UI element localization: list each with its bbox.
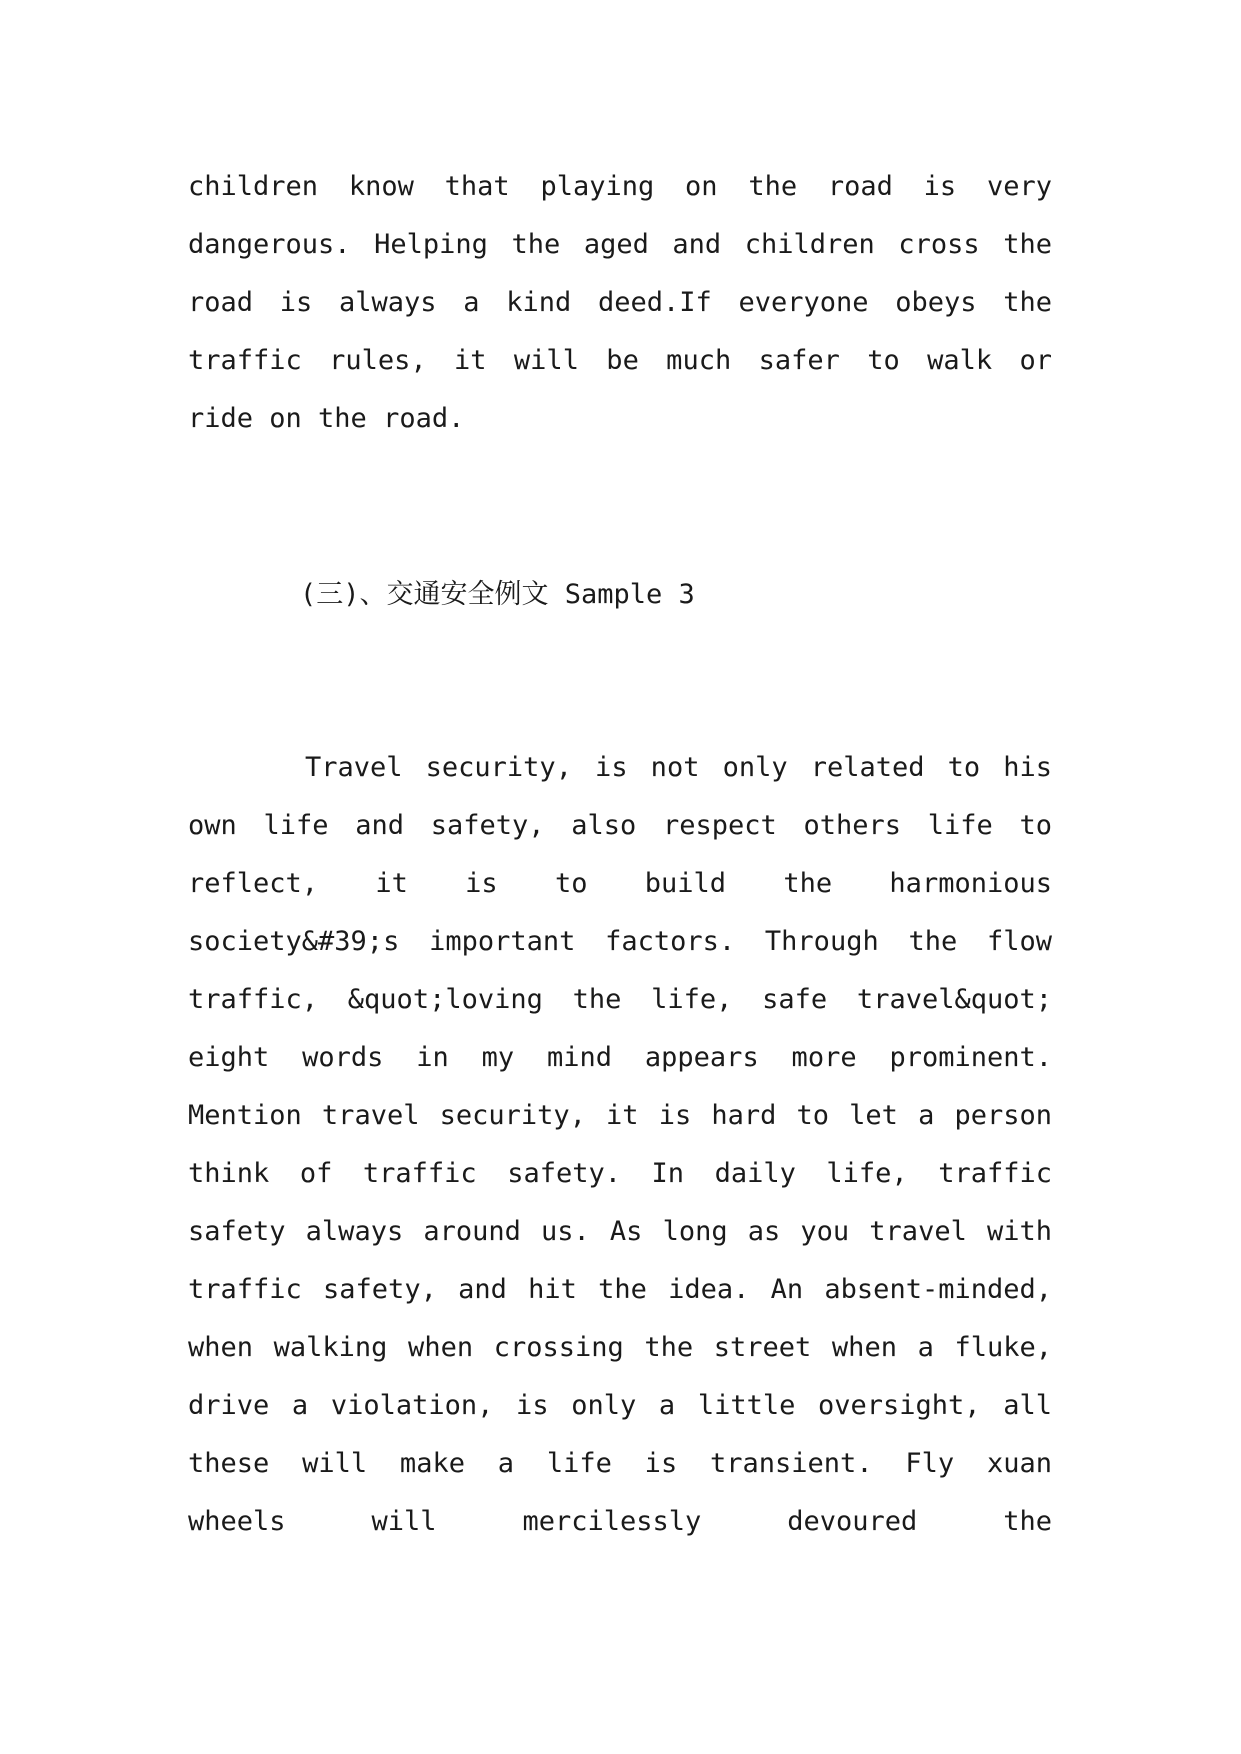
text-line: reflect, it is to build the harmonious — [188, 868, 1052, 899]
text-line: dangerous. Helping the aged and children cross the — [188, 229, 1052, 260]
text-line: these will make a life is transient. Fly xuan — [188, 1448, 1052, 1479]
section-heading: (三)、交通安全例文 Sample 3 — [300, 579, 695, 610]
text-line: road is always a kind deed.If everyone obeys the — [188, 287, 1052, 318]
text-line: safety always around us. As long as you travel with — [188, 1216, 1052, 1247]
text-line: traffic, &quot;loving the life, safe travel&quot; — [188, 984, 1052, 1015]
text-line: when walking when crossing the street when a fluke, — [188, 1332, 1052, 1363]
text-line: traffic safety, and hit the idea. An absent-minded, — [188, 1274, 1052, 1305]
text-line: Mention travel security, it is hard to let a person — [188, 1100, 1052, 1131]
text-line: drive a violation, is only a little oversight, all — [188, 1390, 1052, 1421]
text-line: own life and safety, also respect others life to — [188, 810, 1052, 841]
text-line: Travel security, is not only related to his — [305, 752, 1052, 783]
text-line: eight words in my mind appears more prominent. — [188, 1042, 1052, 1073]
text-line: think of traffic safety. In daily life, traffic — [188, 1158, 1052, 1189]
text-line: traffic rules, it will be much safer to walk or — [188, 345, 1052, 376]
text-line: children know that playing on the road is very — [188, 171, 1052, 202]
text-line: society&#39;s important factors. Through the flow — [188, 926, 1052, 957]
text-line: ride on the road. — [188, 403, 465, 434]
text-line: wheels will mercilessly devoured the — [188, 1506, 1052, 1537]
